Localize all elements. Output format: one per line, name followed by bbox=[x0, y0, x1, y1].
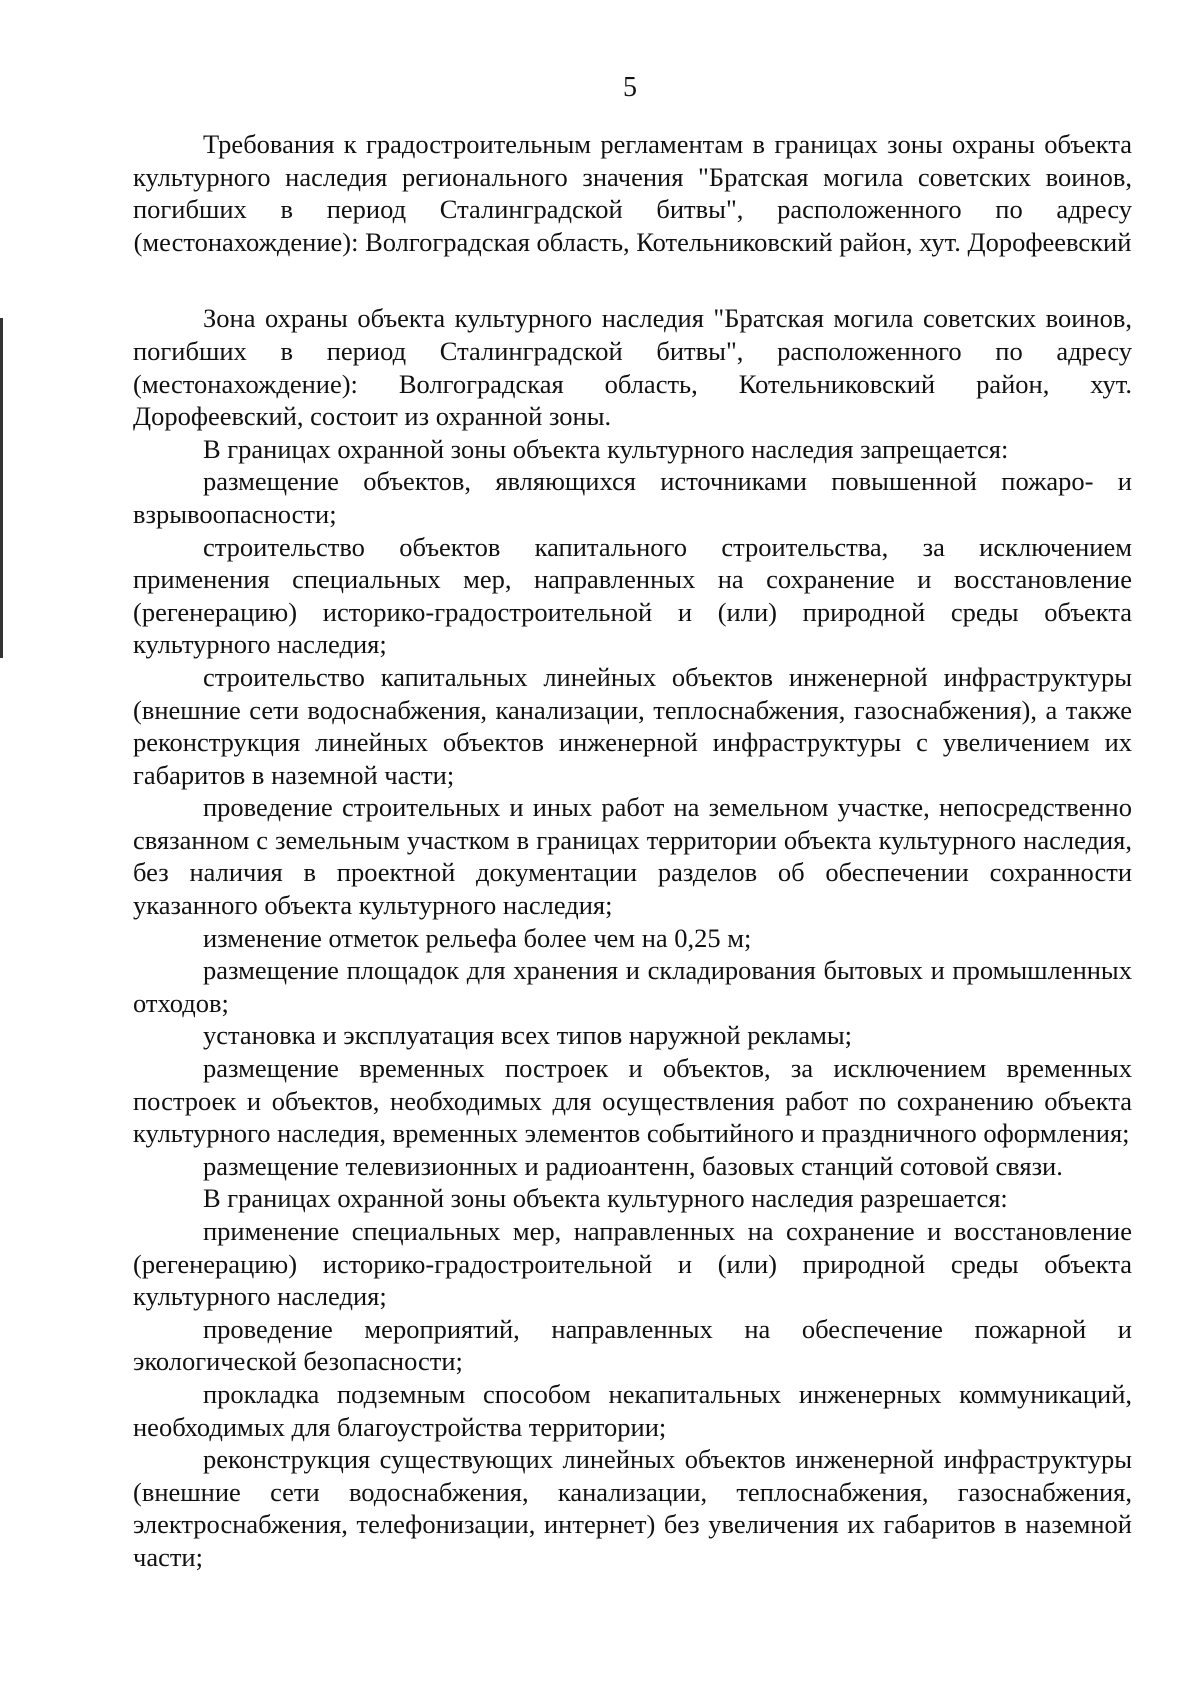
paragraph-allowed-item: применение специальных мер, направленных на сохранение и восстановление (регенерацию) историко-градостроительной и (или) природной среды объекта культурного наследия; bbox=[133, 1216, 1132, 1312]
document-body bbox=[133, 128, 1132, 1574]
paragraph-prohibited-item: размещение телевизионных и радиоантенн, базовых станций сотовой связи. bbox=[203, 1150, 1063, 1181]
paragraph-prohibited-item: строительство капитальных линейных объектов инженерной инфраструктуры (внешние сети водоснабжения, канализации, теплоснабжения, газоснабжения), а также реконструкция линейных объектов инженерной инфраструктуры с увеличением их габаритов в наземной части; bbox=[133, 661, 1132, 790]
paragraph-prohibited-heading: В границах охранной зоны объекта культурного наследия запрещается: bbox=[203, 433, 1009, 464]
paragraph-prohibited-item: изменение отметок рельефа более чем на 0,25 м; bbox=[203, 922, 752, 953]
document-title: Требования к градостроительным регламентам в границах зоны охраны объекта культурного наследия регионального значения "Братская могила советских воинов, погибших в период Сталинградской битвы", расположенного по адресу (местонахождение): Волгоградская область, Котельниковский район, хут. Дорофеевский bbox=[133, 129, 1132, 257]
paragraph-allowed-item: прокладка подземным способом некапитальных инженерных коммуникаций, необходимых для благоустройства территории; bbox=[133, 1378, 1132, 1442]
page-number: 5 bbox=[623, 72, 637, 103]
paragraph-allowed-item: реконструкция существующих линейных объектов инженерной инфраструктуры (внешние сети водоснабжения, канализации, теплоснабжения, газоснабжения, электроснабжения, телефонизации, интернет) без увеличения их габаритов в наземной части; bbox=[133, 1444, 1132, 1572]
paragraph-prohibited-item: установка и эксплуатация всех типов наружной рекламы; bbox=[203, 1020, 853, 1051]
paragraph-prohibited-item: размещение объектов, являющихся источниками повышенной пожаро- и взрывоопасности; bbox=[133, 466, 1132, 529]
paragraph-allowed-item: проведение мероприятий, направленных на обеспечение пожарной и экологической безопасности; bbox=[133, 1313, 1132, 1377]
spacer bbox=[133, 258, 1132, 302]
paragraph-prohibited-item: строительство объектов капитального строительства, за исключением применения специальных мер, направленных на сохранение и восстановление (регенерацию) историко-градостроительной и (или) природной среды объекта культурного наследия; bbox=[133, 531, 1132, 660]
paragraph-allowed-heading: В границах охранной зоны объекта культурного наследия разрешается: bbox=[203, 1183, 1008, 1214]
paragraph-prohibited-item: размещение площадок для хранения и складирования бытовых и промышленных отходов; bbox=[133, 955, 1132, 1018]
paragraph-prohibited-item: размещение временных построек и объектов, за исключением временных построек и объектов, необходимых для осуществления работ по сохранению объекта культурного наследия, временных элементов событийного и праздничного оформления; bbox=[133, 1053, 1132, 1149]
paragraph-zone-description: Зона охраны объекта культурного наследия "Братская могила советских воинов, погибших в период Сталинградской битвы", расположенного по адресу (местонахождение): Волгоградская область, Котельниковский район, хут. Дорофеевский, состоит из охранной зоны. bbox=[133, 303, 1132, 432]
paragraph-prohibited-item: проведение строительных и иных работ на земельном участке, непосредственно связанном с земельным участком в границах территории объекта культурного наследия, без наличия в проектной документации разделов об обеспечении сохранности указанного объекта культурного наследия; bbox=[133, 792, 1132, 921]
scan-edge-mark bbox=[0, 318, 3, 658]
